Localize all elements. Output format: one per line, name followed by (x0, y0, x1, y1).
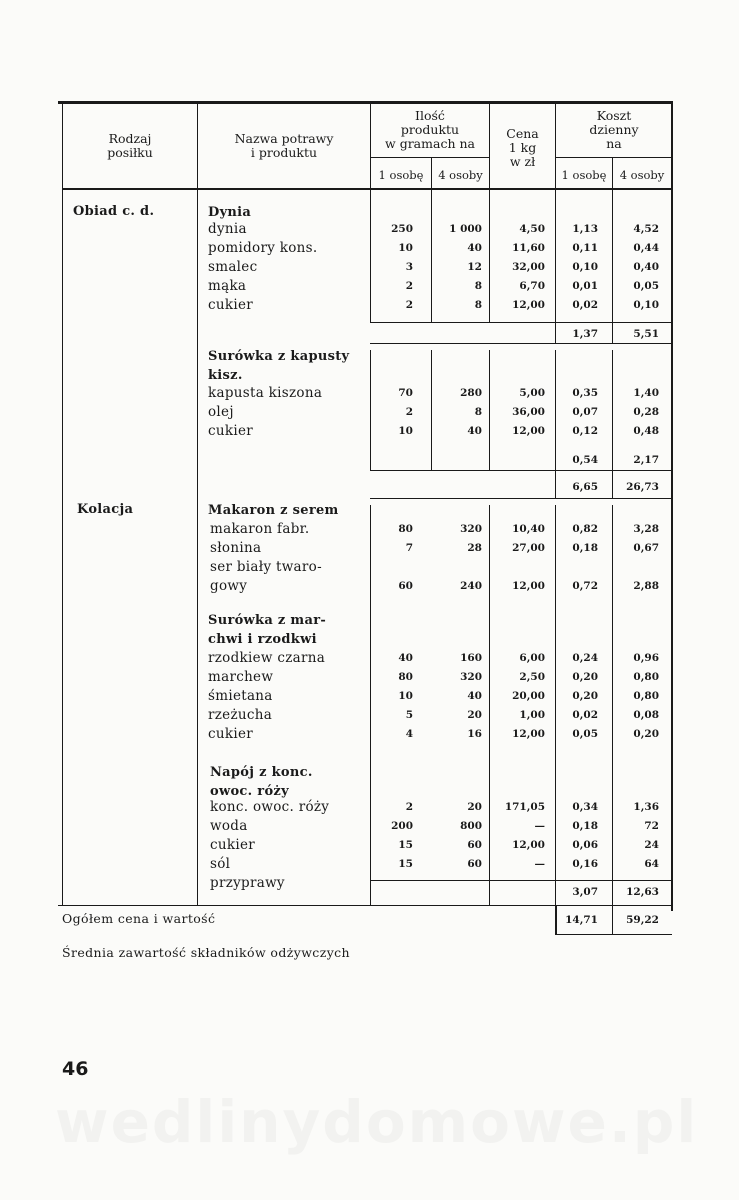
subtotal-1-per4: 5,51 (633, 328, 659, 340)
price-per-kg: 12,00 (512, 728, 545, 740)
qty-per-1: 2 (405, 406, 413, 418)
qty-per-1: 15 (398, 839, 413, 851)
qty-per-4: 8 (474, 299, 482, 311)
qty-per-1: 70 (398, 387, 413, 399)
qty-per-1: 15 (398, 858, 413, 870)
price-per-kg: 12,00 (512, 580, 545, 592)
nutrients-heading: Średnia zawartość składników odżywczych (62, 945, 351, 960)
product-name: konc. owoc. róży (210, 799, 330, 815)
subtotal-4-per1: 3,07 (572, 886, 598, 898)
price-per-kg: 1,00 (519, 709, 545, 721)
subtotal-1-per1: 1,37 (572, 328, 598, 340)
product-name: rzeżucha (208, 707, 273, 723)
table-bottom-rule (58, 905, 672, 906)
product-name: przyprawy (210, 875, 285, 891)
qty-per-4: 16 (467, 728, 482, 740)
qty-per-4: 40 (467, 425, 482, 437)
qty-per-1: 7 (405, 542, 413, 554)
price-per-kg: — (534, 820, 545, 832)
price-per-kg: 171,05 (504, 801, 545, 813)
col-sep-8 (671, 101, 673, 911)
cost-per-1: 0,07 (572, 406, 598, 418)
header-bottom-rule (62, 188, 672, 190)
qty-per-1: 5 (405, 709, 413, 721)
qty-per-1: 10 (398, 425, 413, 437)
subtotal-rule-1b (370, 343, 672, 344)
qty-per-1: 3 (405, 261, 413, 273)
price-per-kg: 12,00 (512, 839, 545, 851)
cost-per-4: 0,48 (633, 425, 659, 437)
price-per-kg: 2,50 (519, 671, 545, 683)
cost-per-4: 72 (644, 820, 659, 832)
subheader-rule-cost (555, 157, 672, 158)
qty-per-4: 320 (460, 671, 482, 683)
qty-per-4: 12 (467, 261, 482, 273)
subtotal-rule-3 (370, 498, 672, 499)
cost-per-4: 4,52 (633, 223, 659, 235)
page-number: 46 (62, 1058, 89, 1080)
cost-per-1: 0,10 (572, 261, 598, 273)
total-per1: 14,71 (565, 914, 598, 926)
cost-per-4: 2,88 (633, 580, 659, 592)
cost-per-1: 0,02 (572, 299, 598, 311)
price-per-kg: — (534, 858, 545, 870)
table-top-rule (58, 101, 672, 104)
qty-per-4: 280 (460, 387, 482, 399)
cost-per-1: 0,20 (572, 690, 598, 702)
price-per-kg: 6,00 (519, 652, 545, 664)
product-name: kapusta kiszona (208, 385, 323, 401)
cost-per-4: 0,10 (633, 299, 659, 311)
product-name: gowy (210, 578, 248, 594)
qty-per-1: 4 (405, 728, 413, 740)
qty-per-4: 800 (460, 820, 482, 832)
header-qty-per-1: 1 osobę (378, 168, 424, 182)
cost-per-1: 0,01 (572, 280, 598, 292)
cost-per-4: 0,96 (633, 652, 659, 664)
cost-per-1: 0,18 (572, 820, 598, 832)
qty-per-4: 320 (460, 523, 482, 535)
cost-per-4: 1,36 (633, 801, 659, 813)
qty-per-4: 240 (460, 580, 482, 592)
cost-per-4: 0,05 (633, 280, 659, 292)
price-per-kg: 27,00 (512, 542, 545, 554)
price-per-kg: 12,00 (512, 299, 545, 311)
cost-per-4: 3,28 (633, 523, 659, 535)
product-name: sól (210, 856, 231, 872)
price-per-kg: 11,60 (512, 242, 545, 254)
qty-per-1: 60 (398, 580, 413, 592)
col-sep-2 (197, 101, 198, 906)
qty-per-1: 80 (398, 523, 413, 535)
cost-per-1: 0,24 (572, 652, 598, 664)
product-name: makaron fabr. (210, 521, 310, 537)
header-price: Cena 1 kg w zł (506, 126, 539, 169)
total-label: Ogółem cena i wartość (62, 911, 216, 926)
dish-surowka-marchwi: Surówka z mar- chwi i rzodkwi (208, 613, 327, 647)
product-name: cukier (208, 726, 253, 742)
cost-per-1: 0,18 (572, 542, 598, 554)
cost-per-4: 0,44 (633, 242, 659, 254)
qty-per-4: 60 (467, 858, 482, 870)
product-name: smalec (208, 259, 258, 275)
qty-per-1: 10 (398, 242, 413, 254)
qty-per-1: 2 (405, 801, 413, 813)
qty-per-4: 8 (474, 280, 482, 292)
meal-obiad: Obiad c. d. (73, 204, 155, 219)
qty-per-4: 160 (460, 652, 482, 664)
header-quantity: Ilość produktu w gramach na (385, 108, 475, 151)
subtotal-4-per4: 12,63 (626, 886, 659, 898)
cost-per-1: 0,35 (572, 387, 598, 399)
product-name: woda (210, 818, 248, 834)
qty-per-4: 28 (467, 542, 482, 554)
qty-per-1: 200 (391, 820, 413, 832)
cost-per-4: 0,80 (633, 671, 659, 683)
dish-makaron: Makaron z serem (208, 503, 339, 518)
product-name: mąka (208, 278, 247, 294)
qty-per-4: 20 (467, 709, 482, 721)
subtotal-3-per1: 6,65 (572, 481, 598, 493)
product-name: cukier (210, 837, 255, 853)
subheader-rule-qty (370, 157, 489, 158)
header-cost-per-1: 1 osobę (561, 168, 607, 182)
price-per-kg: 36,00 (512, 406, 545, 418)
cost-per-4: 0,08 (633, 709, 659, 721)
product-name: rzodkiew czarna (208, 650, 326, 666)
cost-per-1: 0,72 (572, 580, 598, 592)
product-name: cukier (208, 423, 253, 439)
cost-per-4: 24 (644, 839, 659, 851)
total-left-rule (555, 905, 557, 935)
qty-per-4: 40 (467, 690, 482, 702)
cost-per-1: 0,06 (572, 839, 598, 851)
cost-per-4: 0,80 (633, 690, 659, 702)
col-sep-1 (62, 101, 63, 906)
cost-per-4: 0,28 (633, 406, 659, 418)
subtotal-rule-4 (370, 880, 672, 881)
subtotal-3-per4: 26,73 (626, 481, 659, 493)
dish-napoj: Napój z konc. owoc. róży (210, 765, 313, 799)
cost-per-4: 0,20 (633, 728, 659, 740)
product-name: olej (208, 404, 234, 420)
cost-per-1: 0,02 (572, 709, 598, 721)
qty-per-1: 2 (405, 280, 413, 292)
watermark: wedlinydomowe.pl (55, 1088, 699, 1156)
qty-per-1: 40 (398, 652, 413, 664)
price-per-kg: 5,00 (519, 387, 545, 399)
cost-per-1: 0,20 (572, 671, 598, 683)
cost-per-4: 64 (644, 858, 659, 870)
product-name: ser biały twaro- (210, 559, 322, 575)
qty-per-4: 20 (467, 801, 482, 813)
header-cost-per-4: 4 osoby (619, 168, 665, 182)
price-per-kg: 20,00 (512, 690, 545, 702)
qty-per-1: 80 (398, 671, 413, 683)
price-per-kg: 4,50 (519, 223, 545, 235)
header-daily-cost: Koszt dzienny na (589, 108, 639, 151)
qty-per-1: 250 (391, 223, 413, 235)
subtotal-rule-2 (370, 470, 672, 471)
product-name: słonina (210, 540, 262, 556)
qty-per-4: 1 000 (449, 223, 482, 235)
cost-per-1: 0,16 (572, 858, 598, 870)
dish-surowka-kapusty: Surówka z kapusty kisz. (208, 349, 350, 383)
product-name: cukier (208, 297, 253, 313)
dish-dynia: Dynia (208, 205, 252, 220)
qty-per-4: 8 (474, 406, 482, 418)
qty-per-1: 10 (398, 690, 413, 702)
qty-per-4: 40 (467, 242, 482, 254)
cost-per-4: 0,67 (633, 542, 659, 554)
cost-per-1: 0,12 (572, 425, 598, 437)
product-name: pomidory kons. (208, 240, 318, 256)
price-per-kg: 6,70 (519, 280, 545, 292)
product-name: śmietana (208, 688, 273, 704)
header-qty-per-4: 4 osoby (438, 168, 483, 182)
cost-per-4: 0,40 (633, 261, 659, 273)
price-per-kg: 10,40 (512, 523, 545, 535)
cost-per-1: 1,13 (572, 223, 598, 235)
total-per4: 59,22 (626, 914, 659, 926)
cost-per-1: 0,34 (572, 801, 598, 813)
product-name: marchew (208, 669, 274, 685)
subtotal-rule-1 (370, 322, 672, 323)
cost-per-1: 0,82 (572, 523, 598, 535)
cost-per-1: 0,11 (572, 242, 598, 254)
product-name: dynia (208, 221, 247, 237)
price-per-kg: 32,00 (512, 261, 545, 273)
subtotal-2-per1: 0,54 (572, 454, 598, 466)
subtotal-2-per4: 2,17 (633, 454, 659, 466)
header-meal-type: Rodzaj posiłku (107, 131, 153, 160)
meal-kolacja: Kolacja (77, 502, 134, 517)
header-dish-name: Nazwa potrawy i produktu (234, 131, 334, 160)
qty-per-1: 2 (405, 299, 413, 311)
total-bottom-rule (555, 934, 672, 935)
qty-per-4: 60 (467, 839, 482, 851)
price-per-kg: 12,00 (512, 425, 545, 437)
cost-per-1: 0,05 (572, 728, 598, 740)
cost-per-4: 1,40 (633, 387, 659, 399)
